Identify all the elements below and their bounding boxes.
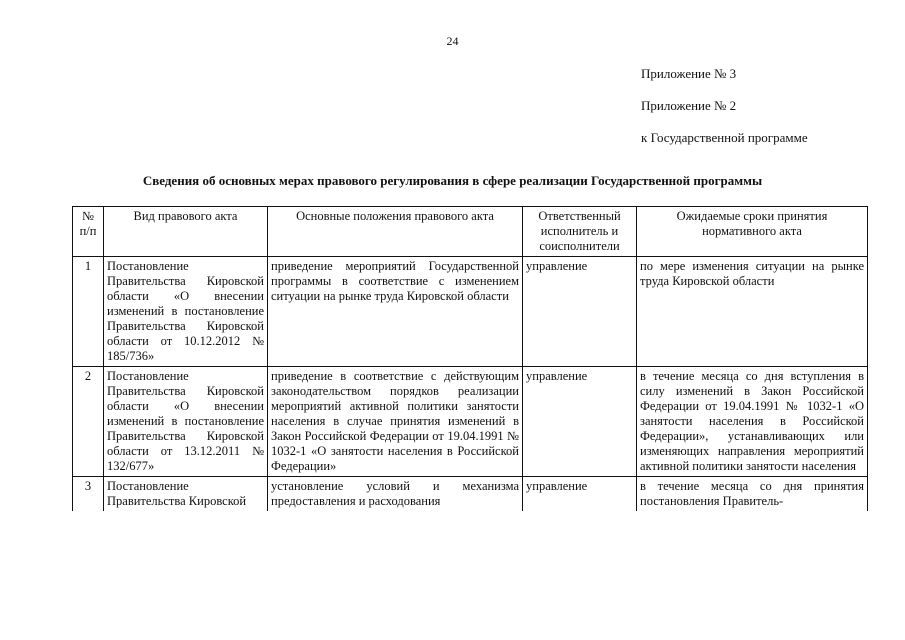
row-deadline: в течение месяца со дня принятия постановления Правитель- — [637, 477, 868, 512]
header-act-type: Вид правового акта — [104, 207, 268, 257]
page-number: 24 — [446, 34, 459, 48]
header-executor: Ответственный исполнитель и соисполнители — [523, 207, 637, 257]
row-provisions: приведение в соответствие с действующим законодательством порядков реализации мероприятий активной политики занятости населения в случае принятия изменений в Закон Российской Федерации от 19.04.1991 № 1032-1 «О занятости населения в Российской Федерации» — [268, 367, 523, 477]
document-title: Сведения об основных мерах правового регулирования в сфере реализации Государственной программы — [142, 173, 763, 188]
row-executor: управление — [523, 367, 637, 477]
table-row — [73, 477, 868, 512]
row-num: 1 — [73, 257, 104, 367]
header-num: № п/п — [73, 207, 104, 257]
measures-table — [72, 206, 868, 511]
table-header-row — [73, 207, 868, 257]
row-num: 2 — [73, 367, 104, 477]
table-row — [73, 367, 868, 477]
row-act-type: Постановление Правительства Кировской — [104, 477, 268, 512]
row-deadline: в течение месяца со дня вступления в силу изменений в Закон Российской Федерации от 19.04.1991 № 1032-1 «О занятости населения в Российской Федерации», устанавливающих или изменяющих направления мероприятий активной политики занятости населения — [637, 367, 868, 477]
appendix-line-1: Приложение № 3 — [641, 66, 737, 81]
appendix-line-3: к Государственной программе — [641, 130, 808, 145]
table-row — [73, 257, 868, 367]
row-deadline: по мере изменения ситуации на рынке труда Кировской области — [637, 257, 868, 367]
row-num: 3 — [73, 477, 104, 512]
row-act-type: Постановление Правительства Кировской области «О внесении изменений в постановление Правительства Кировской области от 13.12.2011 № 132/677» — [104, 367, 268, 477]
row-act-type: Постановление Правительства Кировской области «О внесении изменений в постановление Правительства Кировской области от 10.12.2012 № 185/736» — [104, 257, 268, 367]
row-provisions: установление условий и механизма предоставления и расходования — [268, 477, 523, 512]
header-deadline: Ожидаемые сроки принятия нормативного акта — [637, 207, 868, 257]
appendix-line-2: Приложение № 2 — [641, 98, 737, 113]
row-executor: управление — [523, 257, 637, 367]
header-provisions: Основные положения правового акта — [268, 207, 523, 257]
row-executor: управление — [523, 477, 637, 512]
row-provisions: приведение мероприятий Государственной программы в соответствие с изменением ситуации на рынке труда Кировской области — [268, 257, 523, 367]
